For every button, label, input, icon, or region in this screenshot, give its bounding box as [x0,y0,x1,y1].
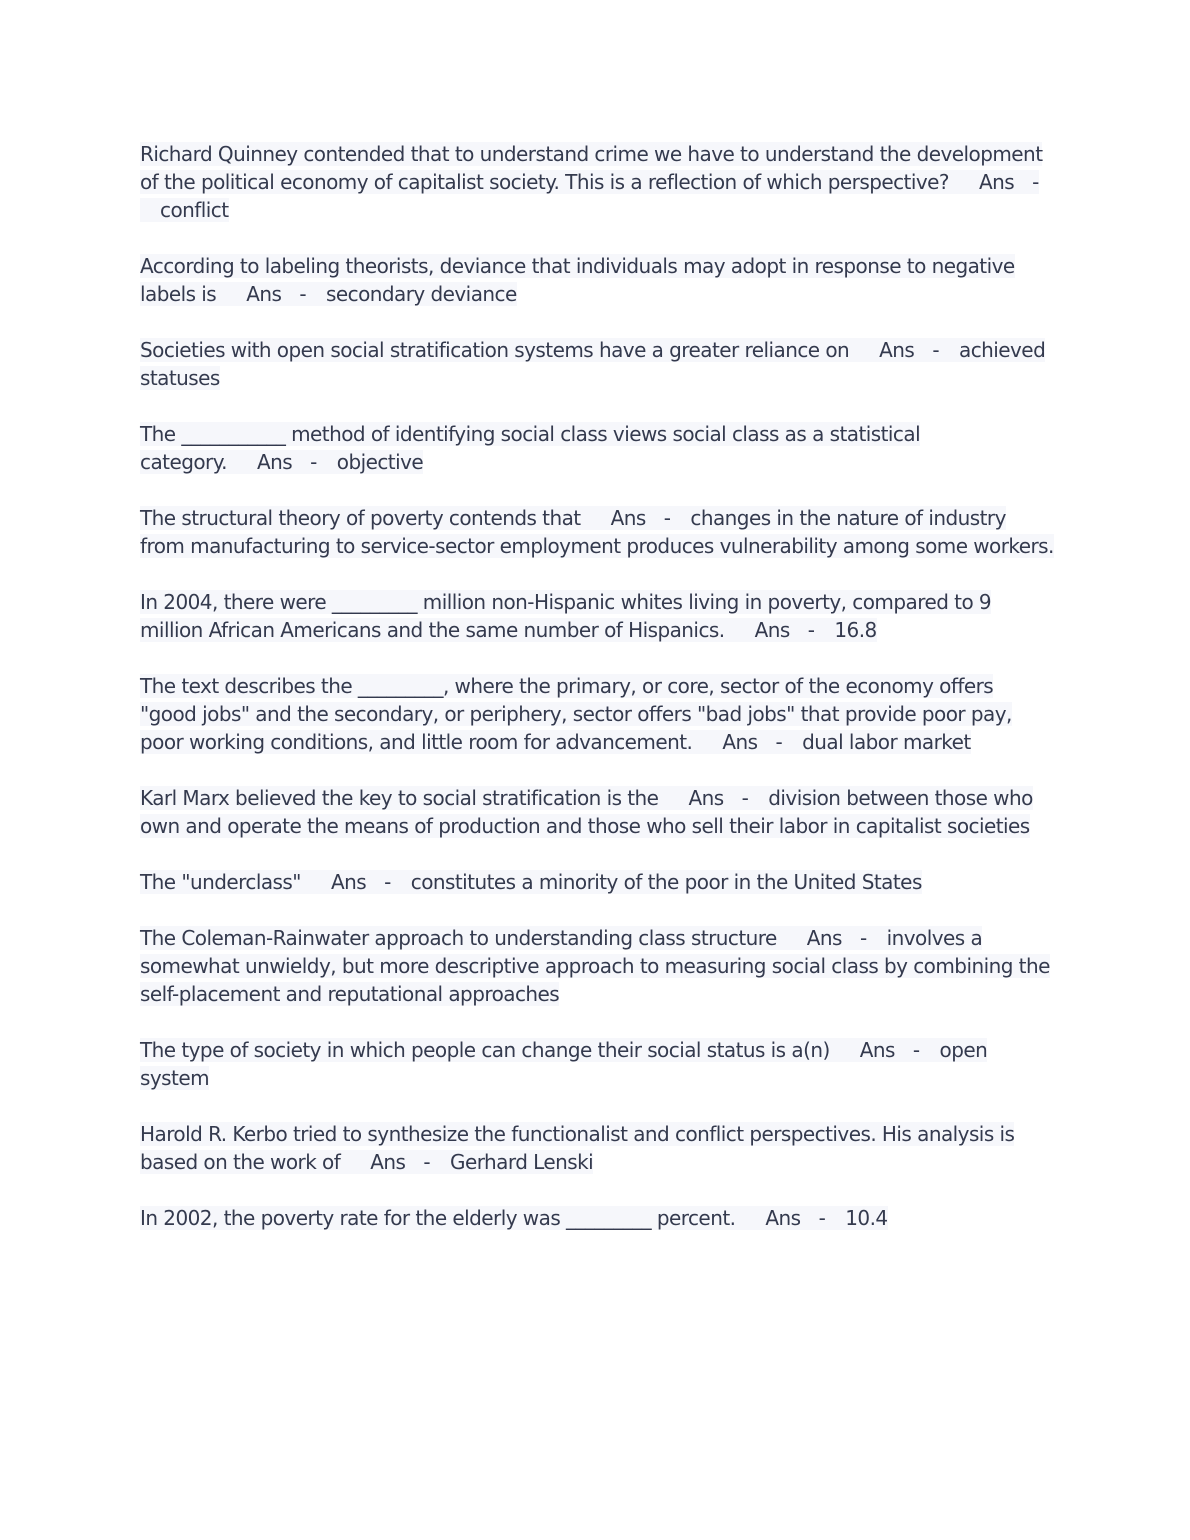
answer-text: dual labor market [802,730,971,754]
qa-item-6 [140,588,1055,644]
answer-text: objective [336,450,424,474]
qa-item-1 [140,140,1055,224]
qa-item-9 [140,868,1055,896]
qa-item-12 [140,1120,1055,1176]
question-text: Richard Quinney contended that to understand crime we have to understand the development of the political economy of capitalist society. This is a reflection of which perspective? [140,142,1043,194]
answer-separator: - [807,618,815,642]
question-text: Harold R. Kerbo tried to synthesize the functionalist and conflict perspectives. His analysis is based on the work of [140,1122,1015,1174]
answer-text: constitutes a minority of the poor in the United States [410,870,922,894]
answer-text: achieved statuses [140,338,1046,390]
qa-item-3 [140,336,1055,392]
qa-item-7 [140,672,1055,756]
answer-label: Ans [256,450,293,474]
answer-separator: - [423,1150,431,1174]
answer-text: open system [140,1038,988,1090]
answer-separator: - [1032,170,1039,194]
qa-item-8 [140,784,1055,840]
document-page [140,140,1055,1260]
question-text: The Coleman-Rainwater approach to understanding class structure [140,926,777,950]
qa-item-13 [140,1204,1055,1232]
answer-label: Ans [688,786,724,810]
qa-item-2 [140,252,1055,308]
question-text: According to labeling theorists, deviance that individuals may adopt in response to negative labels is [140,254,1015,306]
question-text: The text describes the _________, where the primary, or core, sector of the economy offers "good jobs" and the secondary, or periphery, sector offers "bad jobs" that provide poor pay, poor working conditions, and little room for advancement. [140,674,1012,754]
answer-separator: - [741,786,749,810]
answer-label: Ans [610,506,646,530]
question-text: In 2002, the poverty rate for the elderly was _________ percent. [140,1206,736,1230]
answer-separator: - [932,338,939,362]
answer-text: 10.4 [845,1206,888,1230]
qa-item-4 [140,420,1055,476]
answer-label: Ans [330,870,367,894]
answer-separator: - [775,730,783,754]
question-text: The "underclass" [140,870,301,894]
answer-label: Ans [859,1038,895,1062]
answer-text: involves a somewhat unwieldy, but more descriptive approach to measuring social class by combining the self-placement and reputational approaches [140,926,1050,1006]
answer-label: Ans [806,926,842,950]
question-text: Karl Marx believed the key to social stratification is the [140,786,659,810]
question-text: In 2004, there were _________ million non-Hispanic whites living in poverty, compared to 9 million African Americans and the same number of Hispanics. [140,590,992,642]
qa-item-5 [140,504,1055,560]
answer-label: Ans [246,282,282,306]
answer-text: 16.8 [834,618,877,642]
qa-item-10 [140,924,1055,1008]
answer-separator: - [310,450,317,474]
answer-separator: - [859,926,867,950]
answer-label: Ans [879,338,915,362]
answer-text: division between those who own and operate the means of production and those who sell their labor in capitalist societies [140,786,1033,838]
answer-text: conflict [160,198,229,222]
answer-label: Ans [765,1206,801,1230]
answer-separator: - [912,1038,920,1062]
answer-separator: - [818,1206,826,1230]
answer-separator: - [299,282,306,306]
qa-item-11 [140,1036,1055,1092]
question-text: The ___________ method of identifying social class views social class as a statistical category. [140,422,921,474]
answer-label: Ans [722,730,758,754]
question-text: Societies with open social stratification systems have a greater reliance on [140,338,850,362]
answer-text: secondary deviance [326,282,517,306]
answer-label: Ans [754,618,790,642]
answer-separator: - [384,870,391,894]
answer-label: Ans [370,1150,406,1174]
answer-label: Ans [978,170,1015,194]
question-text: The structural theory of poverty contends that [140,506,581,530]
answer-text: Gerhard Lenski [450,1150,594,1174]
question-text: The type of society in which people can change their social status is a(n) [140,1038,830,1062]
answer-separator: - [663,506,671,530]
answer-text: changes in the nature of industry from manufacturing to service-sector employment produces vulnerability among some workers. [140,506,1054,558]
